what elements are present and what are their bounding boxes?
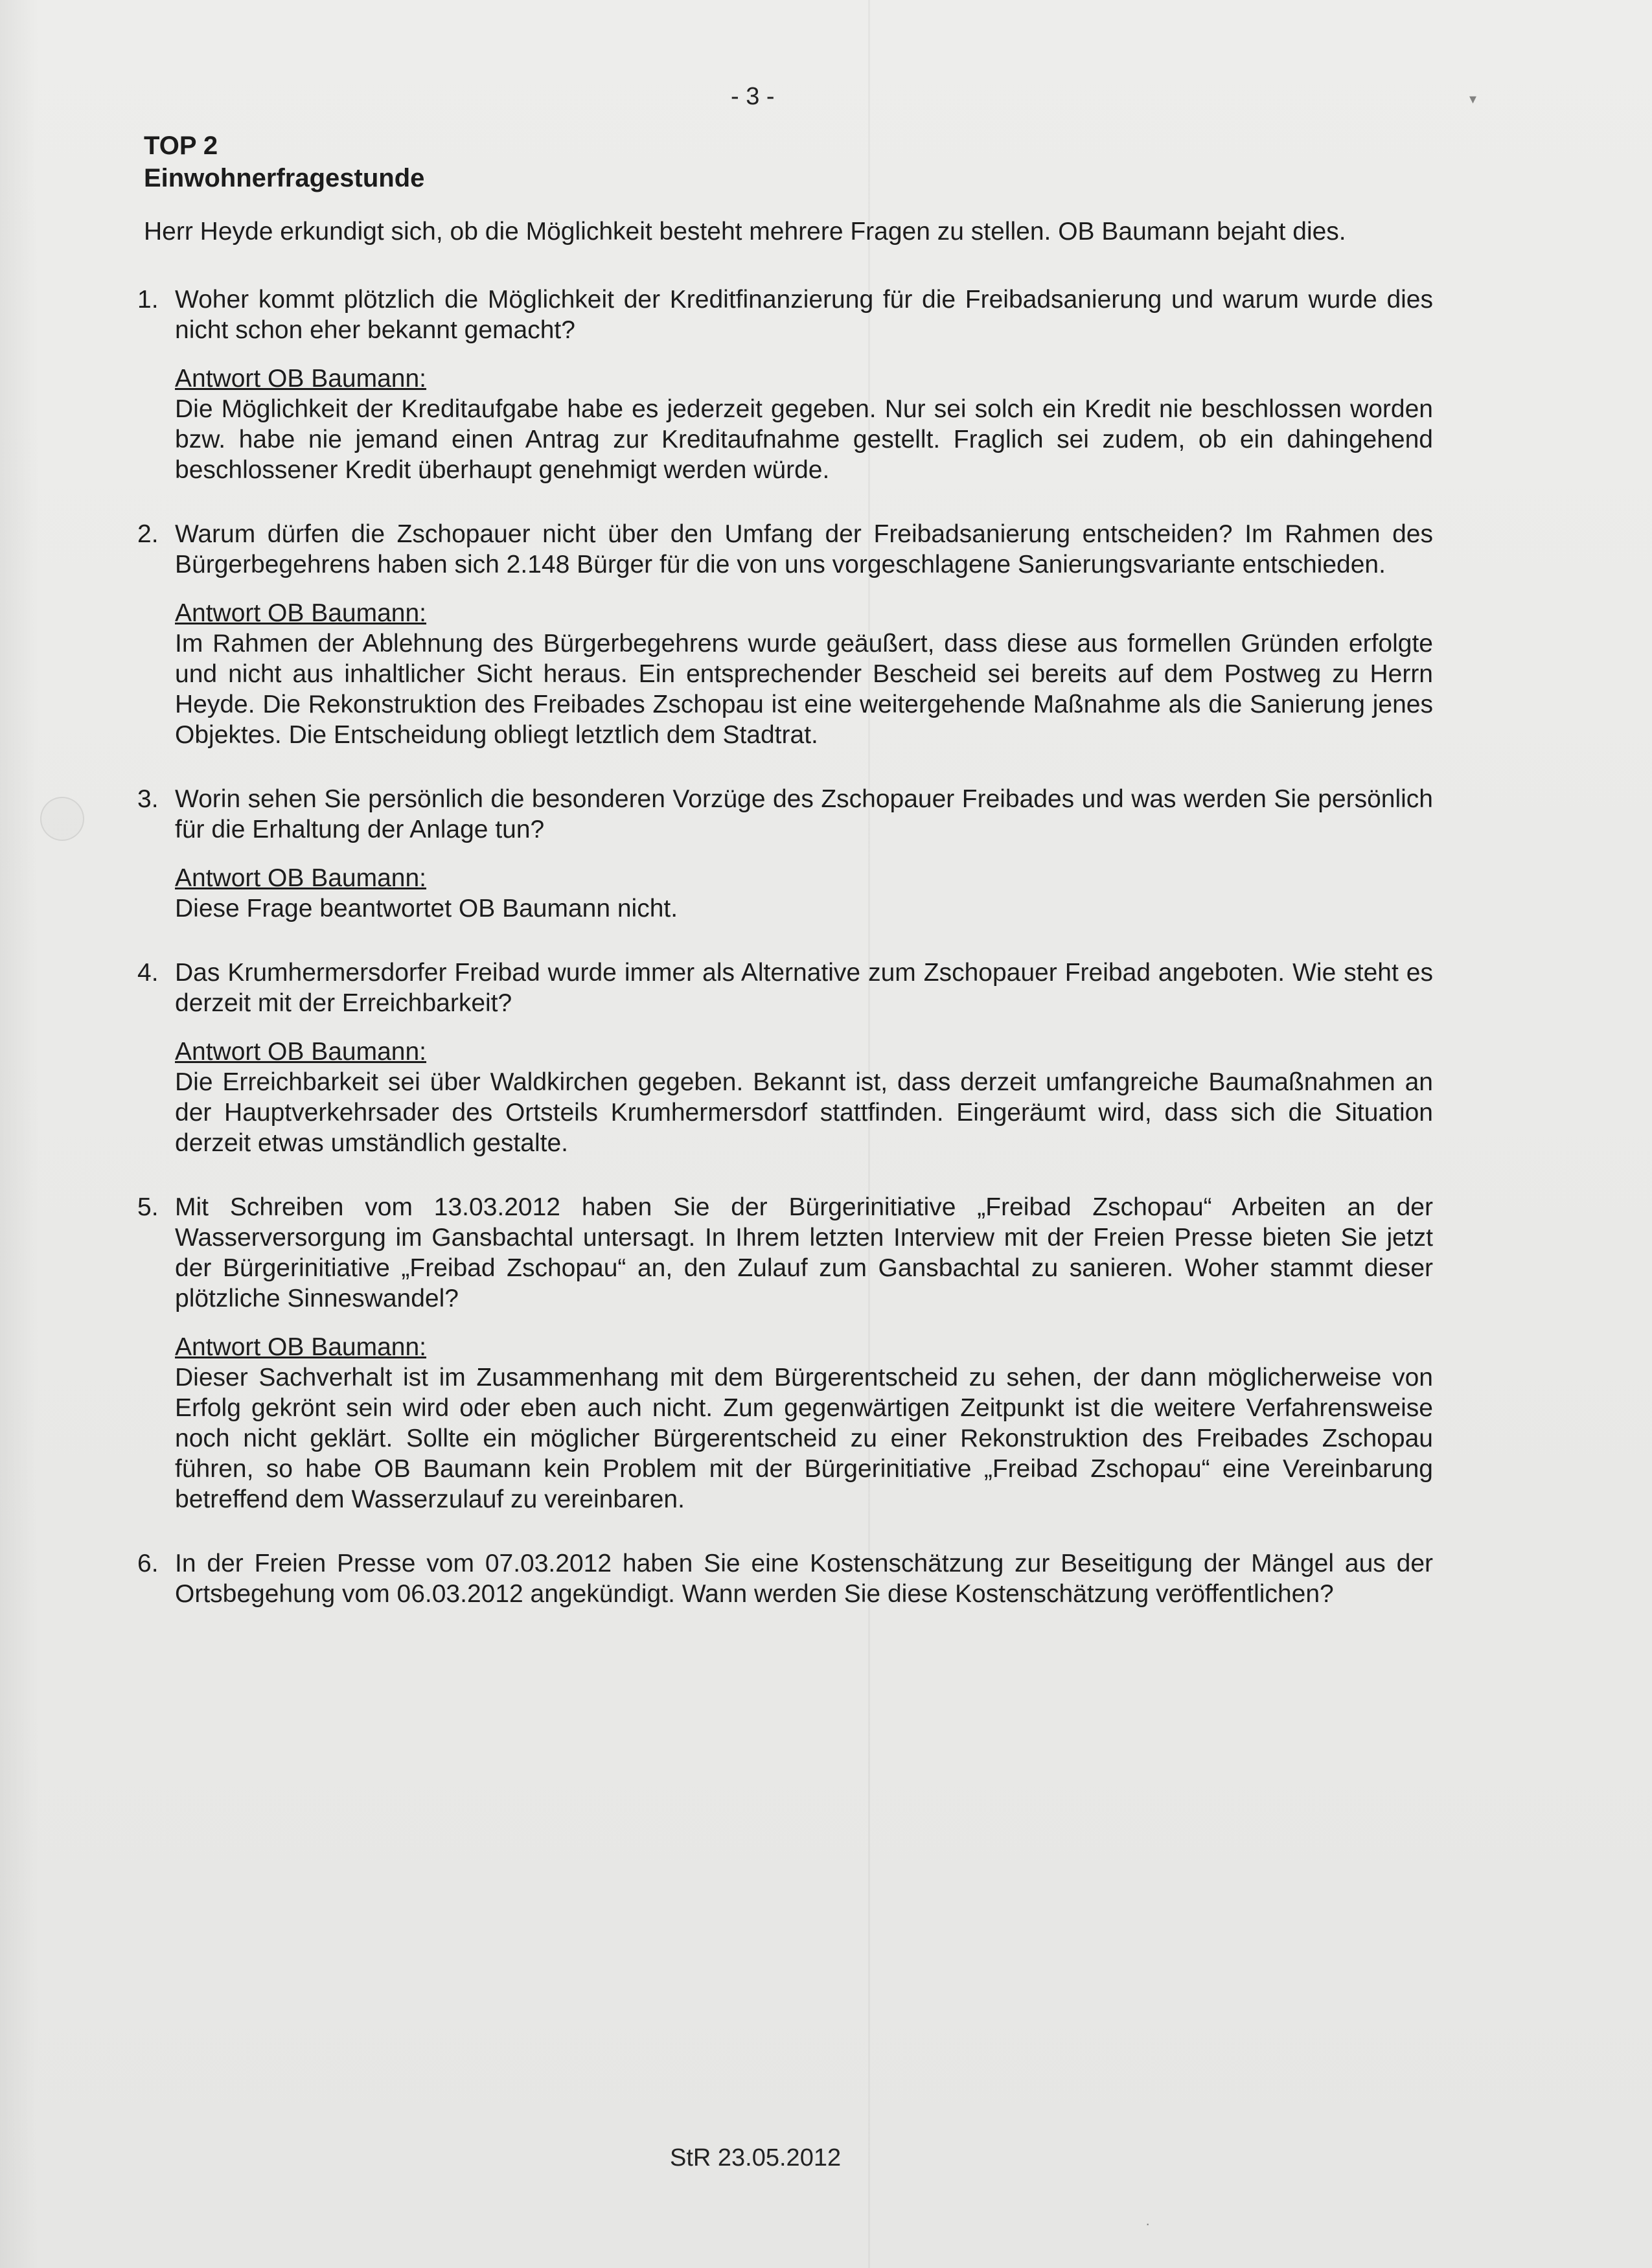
answer-text: Dieser Sachverhalt ist im Zusammenhang mit dem Bürgerentscheid zu sehen, der dann möglicherweise von Erfolg gekrönt sein wird oder eben auch nicht. Zum gegenwärtigen Zeitpunkt ist die weitere Verfahrensweise noch nicht geklärt. Sollte ein möglicher Bürgerentscheid zu einer Rekonstruktion des Freibades Zschopau führen, so habe OB Baumann kein Problem mit der Bürgerinitiative „Freibad Zschopau“ eine Vereinbarung betreffend dem Wasserzulauf zu vereinbaren. (175, 1364, 1433, 1513)
scan-speck: ▾ (1469, 91, 1477, 107)
top-heading: TOP 2 (144, 132, 218, 160)
answer-text: Diese Frage beantwortet OB Baumann nicht. (175, 895, 678, 922)
question-number: 5. (137, 1193, 159, 1221)
question-item-4 (137, 957, 1433, 1158)
question-number: 1. (137, 286, 159, 314)
question-item-1 (137, 284, 1433, 485)
question-item-3 (137, 784, 1433, 924)
question-number: 2. (137, 520, 159, 548)
page-number: - 3 - (731, 83, 775, 110)
scan-speck: · (1145, 2216, 1151, 2232)
page-footer: StR 23.05.2012 (670, 2144, 842, 2171)
answer-block (175, 1037, 1433, 1158)
question-text: Worin sehen Sie persönlich die besonderen Vorzüge des Zschopauer Freibades und was werden Sie persönlich für die Erhaltung der Anlage tun? (175, 785, 1433, 843)
answer-label: Antwort OB Baumann: (175, 864, 427, 892)
answer-label: Antwort OB Baumann: (175, 1038, 427, 1066)
question-item-5 (137, 1192, 1433, 1515)
answer-text: Im Rahmen der Ablehnung des Bürgerbegehrens wurde geäußert, dass diese aus formellen Gründen erfolgte und nicht aus inhaltlicher Sicht heraus. Ein entsprechender Bescheid sei bereits auf dem Postweg zu Herrn Heyde. Die Rekonstruktion des Freibades Zschopau ist eine weitergehende Maßnahme als die Sanierung jenes Objektes. Die Entscheidung obliegt letztlich dem Stadtrat. (175, 630, 1433, 749)
question-text: Warum dürfen die Zschopauer nicht über den Umfang der Freibadsanierung entscheiden? Im Rahmen des Bürgerbegehrens haben sich 2.148 Bürger für die von uns vorgeschlagene Sanierungsvariante entschieden. (175, 520, 1433, 578)
question-number: 3. (137, 785, 159, 813)
answer-label: Antwort OB Baumann: (175, 1333, 427, 1361)
answer-block (175, 598, 1433, 750)
question-number: 6. (137, 1550, 159, 1577)
answer-block (175, 363, 1433, 485)
question-item-6 (137, 1548, 1433, 1609)
punch-hole-mark (40, 797, 84, 841)
answer-text: Die Erreichbarkeit sei über Waldkirchen gegeben. Bekannt ist, dass derzeit umfangreiche Baumaßnahmen an der Hauptverkehrsader des Ortsteils Krumhermersdorf stattfinden. Eingeräumt wird, dass sich die Situation derzeit etwas umständlich gestalte. (175, 1068, 1433, 1157)
intro-paragraph: Herr Heyde erkundigt sich, ob die Möglichkeit besteht mehrere Fragen zu stellen. OB Baumann bejaht dies. (144, 218, 1346, 246)
question-item-2 (137, 519, 1433, 750)
question-number: 4. (137, 959, 159, 987)
document-body (137, 130, 1433, 1643)
answer-block (175, 1332, 1433, 1515)
question-text: Mit Schreiben vom 13.03.2012 haben Sie der Bürgerinitiative „Freibad Zschopau“ Arbeiten an der Wasserversorgung im Gansbachtal untersagt. In Ihrem letzten Interview mit der Freien Presse bieten Sie jetzt der Bürgerinitiative „Freibad Zschopau“ an, den Zulauf zum Gansbachtal zu sanieren. Woher stammt dieser plötzliche Sinneswandel? (175, 1193, 1433, 1312)
answer-block (175, 863, 1433, 924)
question-text: Woher kommt plötzlich die Möglichkeit der Kreditfinanzierung für die Freibadsanierung und warum wurde dies nicht schon eher bekannt gemacht? (175, 286, 1433, 344)
question-text: In der Freien Presse vom 07.03.2012 haben Sie eine Kostenschätzung zur Beseitigung der Mängel aus der Ortsbegehung vom 06.03.2012 angekündigt. Wann werden Sie diese Kostenschätzung veröffentlichen? (175, 1550, 1433, 1608)
answer-label: Antwort OB Baumann: (175, 599, 427, 627)
answer-text: Die Möglichkeit der Kreditaufgabe habe es jederzeit gegeben. Nur sei solch ein Kredit nie beschlossen worden bzw. habe nie jemand einen Antrag zur Kreditaufnahme gestellt. Fraglich sei zudem, ob ein dahingehend beschlossener Kredit überhaupt genehmigt werden würde. (175, 395, 1433, 484)
section-heading: Einwohnerfragestunde (144, 164, 425, 192)
answer-label: Antwort OB Baumann: (175, 365, 427, 393)
question-list (137, 284, 1433, 1609)
question-text: Das Krumhermersdorfer Freibad wurde immer als Alternative zum Zschopauer Freibad angeboten. Wie steht es derzeit mit der Erreichbarkeit? (175, 959, 1433, 1017)
